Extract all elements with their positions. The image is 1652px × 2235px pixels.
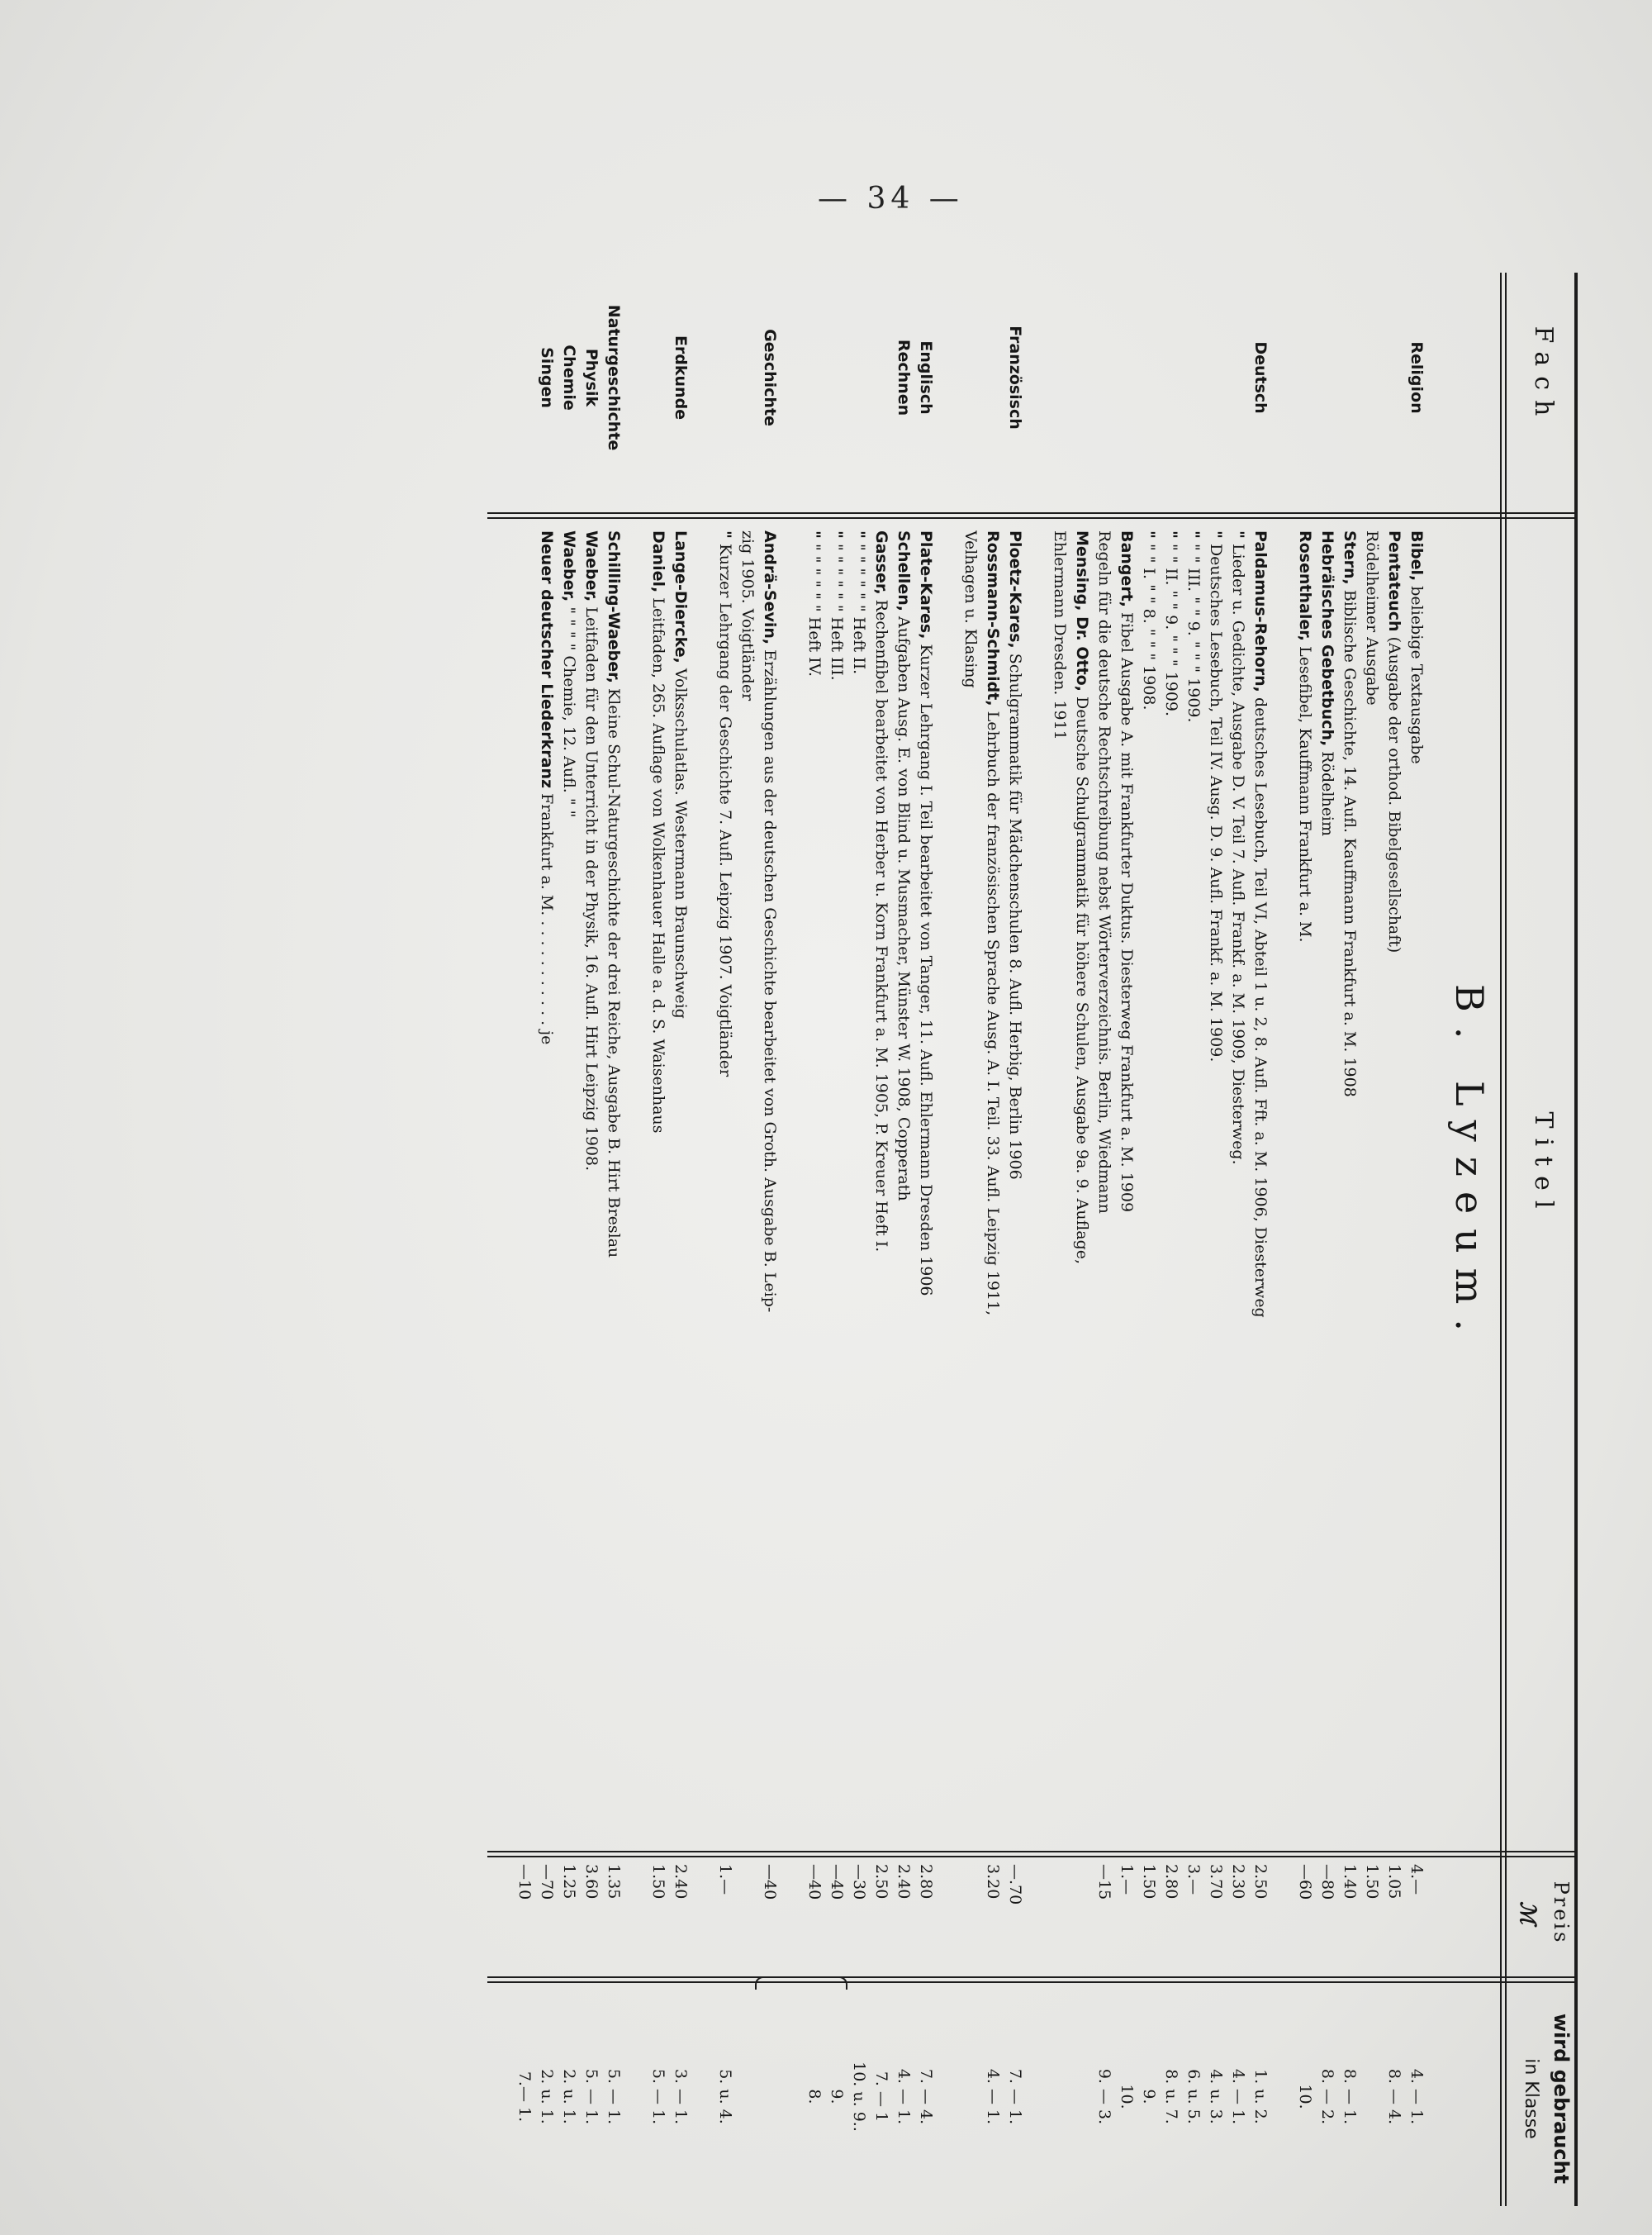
fach-cell [1204, 274, 1227, 481]
table-row [1294, 273, 1316, 2206]
author: Schellen, [895, 530, 913, 612]
title-text: zig 1905. Voigtländer [738, 530, 757, 701]
title-text: Leitfaden für den Unterricht in der Physik, 16. Aufl. Hirt Leipzig 1908. [582, 602, 601, 1172]
fach-cell [1048, 274, 1070, 481]
preis-cell: 1.50 [1140, 1864, 1158, 1900]
author: " [1162, 530, 1180, 539]
titel-cell [513, 530, 535, 1844]
title-text: " " " " " " Heft III. [828, 538, 846, 681]
table-row [1160, 273, 1182, 2206]
klasse-cell: 4. u. 3. [1207, 2069, 1225, 2124]
fach-cell: Naturgeschichte [605, 304, 623, 451]
table-row [669, 273, 691, 2206]
title-text: Ehlermann Dresden. 1911 [1051, 530, 1069, 740]
klasse-cell: 7. — 4. [917, 2068, 935, 2125]
klasse-cell: 2. u. 1. [560, 2069, 578, 2124]
titel-cell [1048, 530, 1070, 1844]
preis-cell: —60 [1296, 1864, 1314, 1900]
fach-cell [1182, 274, 1204, 481]
klasse-cell: 5. — 1. [649, 2068, 667, 2125]
title-text: Frankfurt a. M. . . . . . . . . . . . je [538, 788, 556, 1045]
preis-cell: —40 [805, 1864, 824, 1900]
table-row [1227, 273, 1249, 2206]
preis-cell: 3.— [1184, 1864, 1203, 1895]
klasse-cell [736, 1991, 758, 2202]
titel-cell [1360, 530, 1383, 1844]
row-group-gap [691, 273, 714, 2206]
table-row [981, 273, 1004, 2206]
preis-cell [959, 1859, 981, 1962]
klasse-cell [758, 1991, 781, 2202]
fach-cell [870, 274, 892, 481]
title-text: Kleine Schul-Naturgeschichte der drei Reiche, Ausgabe B. Hirt Breslau [605, 682, 623, 1258]
author: Hebräisches Gebetbuch, [1318, 530, 1336, 747]
preis-cell: 3.20 [984, 1864, 1002, 1900]
page-number: — 34 — [818, 182, 964, 216]
titel-cell [602, 530, 624, 1844]
preis-cell: 2.40 [895, 1864, 913, 1900]
table-row [847, 273, 870, 2206]
preis-cell: 2.40 [672, 1864, 690, 1900]
preis-cell: 2.80 [1162, 1864, 1180, 1900]
titel-cell [1405, 530, 1427, 1844]
table-row [558, 273, 580, 2206]
author: Pentateuch [1385, 530, 1403, 632]
titel-cell [914, 530, 937, 1844]
titel-cell [558, 530, 580, 1844]
author: Schilling-Waeber, [605, 530, 623, 683]
klasse-cell: 9. [1140, 2089, 1158, 2104]
klasse-cell: 7. — 1. [1006, 2068, 1024, 2125]
title-text: Kurzer Lehrgang der Geschichte 7. Aufl. Leipzig 1907. Voigtländer [716, 538, 734, 1077]
titel-cell [892, 530, 914, 1844]
titel-cell [647, 530, 669, 1844]
title-text: (Ausgabe der orthod. Bibelgesellschaft) [1385, 631, 1403, 953]
preis-cell: —70 [538, 1864, 556, 1900]
preis-cell: 1.— [716, 1864, 734, 1895]
fach-cell: Englisch [917, 340, 935, 415]
titel-cell [1070, 530, 1093, 1844]
klasse-cell [1070, 1991, 1093, 2202]
fach-cell [714, 274, 736, 481]
author: Rosenthaler, [1296, 530, 1314, 642]
table-row [580, 273, 602, 2206]
table-row [1115, 273, 1137, 2206]
header-preis-unit: ℳ [1515, 1901, 1540, 1924]
header-klasse-line1: wird gebraucht [1550, 2013, 1573, 2185]
klasse-cell: 8. u. 7. [1162, 2069, 1180, 2124]
row-group-gap [624, 273, 647, 2206]
table-row [535, 273, 558, 2206]
header-rule [1505, 273, 1507, 2206]
titel-cell [1383, 530, 1405, 1844]
klasse-cell: 10. [1118, 2084, 1136, 2109]
fach-cell: Singen [538, 347, 556, 408]
fach-cell [1115, 274, 1137, 481]
title-text: Biblische Geschichte, 14. Aufl. Kauffmann Frankfurt a. M. 1908 [1341, 584, 1359, 1097]
fach-cell [959, 274, 981, 481]
titel-cell [870, 530, 892, 1844]
preis-cell: 2.50 [872, 1864, 890, 1900]
preis-cell: 2.50 [1251, 1864, 1270, 1900]
klasse-cell [1048, 1991, 1070, 2202]
fach-cell: Deutsch [1251, 341, 1270, 414]
preis-cell: 1.50 [649, 1864, 667, 1900]
title-text: " " " " Chemie, 12. Aufl. " " [560, 602, 578, 818]
author: Plate-Kares, [917, 530, 935, 640]
header-fach: Fach [1529, 326, 1558, 426]
titel-cell [736, 530, 758, 1844]
author: Andrä-Sevin, [761, 530, 779, 645]
klasse-cell: 4. — 1. [895, 2068, 913, 2125]
fach-cell [981, 274, 1004, 481]
preis-cell: 1.— [1118, 1864, 1136, 1895]
preis-cell: 2.80 [917, 1864, 935, 1900]
title-text: Schulgrammatik für Mädchenschulen 8. Aufl. Herbig, Berlin 1906 [1006, 648, 1024, 1180]
klasse-cell: 10. [1296, 2084, 1314, 2109]
author: " [1207, 530, 1225, 539]
klasse-cell: 10. u. 9.. [850, 2061, 868, 2132]
table-row [1405, 273, 1427, 2206]
preis-cell: —40 [828, 1864, 846, 1900]
table-row [1249, 273, 1271, 2206]
table-row [1048, 273, 1070, 2206]
preis-cell [1048, 1859, 1070, 1962]
preis-cell: —40 [761, 1864, 779, 1900]
author: Stern, [1341, 530, 1359, 585]
klasse-cell: 8. [805, 2089, 824, 2104]
header-preis: Preis [1550, 1881, 1573, 1945]
fach-cell: Geschichte [761, 329, 779, 426]
preis-cell: 3.70 [1207, 1864, 1225, 1900]
table-row [1004, 273, 1026, 2206]
title-text: Volksschulatlas. Westermann Braunschweig [672, 663, 690, 1019]
preis-cell: 1.40 [1341, 1864, 1359, 1900]
table-row [736, 273, 758, 2206]
title-text: " " III. " " 9. " " " 1909. [1184, 538, 1203, 723]
title-text: " " I. " " 8. " " " 1908. [1140, 538, 1158, 711]
table-row [892, 273, 914, 2206]
titel-cell [714, 530, 736, 1844]
table-row [914, 273, 937, 2206]
preis-cell: 1.25 [560, 1864, 578, 1900]
row-group-gap [1271, 273, 1294, 2206]
fach-cell [1093, 274, 1115, 481]
titel-cell [1316, 530, 1338, 1844]
header-rule-double [1500, 273, 1502, 2206]
author: Neuer deutscher Liederkranz [538, 530, 556, 789]
title-text: " " " " " " Heft II. [850, 538, 868, 675]
author: " [850, 530, 868, 539]
preis-cell: —.70 [1006, 1864, 1024, 1905]
title-text: Deutsches Lesebuch, Teil IV. Ausg. D. 9. Aufl. Frankf. a. M. 1909. [1207, 538, 1225, 1063]
table-row [714, 273, 736, 2206]
author: Mensing, Dr. Otto, [1073, 530, 1091, 692]
titel-cell [959, 530, 981, 1844]
fach-cell [1070, 274, 1093, 481]
fach-cell [513, 274, 535, 481]
table-row [1383, 273, 1405, 2206]
titel-cell [825, 530, 847, 1844]
klasse-cell: 5. — 1. [582, 2068, 601, 2125]
fach-cell [1383, 274, 1405, 481]
titel-cell [847, 530, 870, 1844]
title-text: " " " " " " Heft IV. [805, 538, 824, 678]
fach-cell [736, 274, 758, 481]
row-group-gap [781, 273, 803, 2206]
table-body [513, 273, 1427, 2206]
table-row [1070, 273, 1093, 2206]
header-titel: Titel [1529, 1111, 1558, 1219]
fach-cell [1294, 274, 1316, 481]
titel-cell [981, 530, 1004, 1844]
title-text: Lesefibel, Kauffmann Frankfurt a. M. [1296, 641, 1314, 943]
section-title: B. Lyzeum. [1447, 983, 1492, 1347]
author: Bibel, [1408, 530, 1426, 582]
title-text: Deutsche Schulgrammatik für höhere Schulen, Ausgabe 9a. 9. Auflage, [1073, 691, 1091, 1265]
title-text: Erzählungen aus der deutschen Geschichte bearbeitet von Groth. Ausgabe B. Leip- [761, 644, 779, 1313]
author: Waeber, [582, 530, 601, 602]
title-text: beliebige Textausgabe [1408, 581, 1426, 764]
fach-cell [647, 274, 669, 481]
table-row [1204, 273, 1227, 2206]
title-text: deutsches Lesebuch, Teil VI, Abteil 1 u. 2, 8. Aufl. Fft. a. M. 1906, Diesterweg [1251, 692, 1270, 1318]
fach-cell: Religion [1408, 341, 1426, 414]
preis-cell: —10 [515, 1864, 534, 1900]
preis-cell [736, 1859, 758, 1962]
titel-cell [535, 530, 558, 1844]
klasse-cell: 9. — 3. [1095, 2068, 1113, 2125]
klasse-cell: 8. — 2. [1318, 2068, 1336, 2125]
fach-cell [1227, 274, 1249, 481]
fach-cell [825, 274, 847, 481]
title-text: Lieder u. Gedichte, Ausgabe D. V. Teil 7. Aufl. Frankf. a. M. 1909, Diesterweg. [1229, 538, 1247, 1165]
table-row [602, 273, 624, 2206]
author: Bangert, [1118, 530, 1136, 607]
titel-cell [1204, 530, 1227, 1844]
klasse-cell: 3. — 1. [672, 2068, 690, 2125]
fach-cell: Chemie [560, 345, 578, 411]
title-text: Rechenfibel bearbeitet von Herber u. Korn Frankfurt a. M. 1905, P. Kreuer Heft I. [872, 594, 890, 1253]
preis-cell: —80 [1318, 1864, 1336, 1900]
titel-cell [758, 530, 781, 1844]
titel-cell [1249, 530, 1271, 1844]
klasse-cell: 8. — 1. [1341, 2068, 1359, 2125]
author: " [1140, 530, 1158, 539]
table-row [513, 273, 535, 2206]
author: " [828, 530, 846, 539]
klasse-cell: 7.— 1. [515, 2071, 534, 2123]
author: Waeber, [560, 530, 578, 602]
title-text: Leitfaden, 265. Auflage von Wolkenhauer Halle a. d. S. Waisenhaus [649, 592, 667, 1134]
fach-cell [847, 274, 870, 481]
titel-cell [1160, 530, 1182, 1844]
title-text: Aufgaben Ausg. E. von Blind u. Musmacher, Münster W. 1908, Copperath [895, 611, 913, 1201]
table-row [1360, 273, 1383, 2206]
klasse-cell: 8. — 4. [1385, 2068, 1403, 2125]
row-group-gap [937, 273, 959, 2206]
fach-cell [1360, 274, 1383, 481]
table-row [1338, 273, 1360, 2206]
table-row [758, 273, 781, 2206]
klasse-cell: 9. [828, 2089, 846, 2104]
preis-cell: 1.50 [1363, 1864, 1381, 1900]
table-row [1093, 273, 1115, 2206]
author: " [1229, 530, 1247, 539]
fach-cell: Physik [582, 348, 601, 407]
title-text: " " II. " " 9. " " " 1909. [1162, 538, 1180, 717]
titel-cell [1093, 530, 1115, 1844]
klasse-cell: 5. u. 4. [716, 2069, 734, 2124]
title-text: Kurzer Lehrgang I. Teil bearbeitet von Tanger, 11. Aufl. Ehlermann Dresden 1906 [917, 639, 935, 1296]
klasse-cell [959, 1991, 981, 2202]
preis-cell [1070, 1859, 1093, 1962]
table-row [803, 273, 825, 2206]
klasse-cell: 2. u. 1. [538, 2069, 556, 2124]
title-text: Lehrbuch der französischen Sprache Ausg. A. I. Teil. 33. Aufl. Leipzig 1911, [984, 706, 1002, 1316]
preis-cell: —15 [1095, 1864, 1113, 1900]
table-row [870, 273, 892, 2206]
table-row [959, 273, 981, 2206]
preis-cell: —30 [850, 1864, 868, 1900]
klasse-cell: 5. — 1. [605, 2068, 623, 2125]
preis-cell: 2.30 [1229, 1864, 1247, 1900]
titel-cell [1115, 530, 1137, 1844]
title-text: Fibel Ausgabe A. mit Frankfurter Duktus. Diesterweg Frankfurt a. M. 1909 [1118, 607, 1136, 1213]
klasse-cell: 4. — 1. [984, 2068, 1002, 2125]
klasse-cell [1360, 1991, 1383, 2202]
table-row [1182, 273, 1204, 2206]
klasse-cell: 6. u. 5. [1184, 2069, 1203, 2124]
preis-cell: 1.35 [605, 1864, 623, 1900]
author: Lange-Diercke, [672, 530, 690, 663]
titel-cell [1227, 530, 1249, 1844]
title-text: Rödelheimer Ausgabe [1363, 530, 1381, 706]
titel-cell [1294, 530, 1316, 1844]
title-text: Regeln für die deutsche Rechtschreibung nebst Wörterverzeichnis. Berlin, Wiedmann [1095, 530, 1113, 1214]
top-rule [1574, 273, 1578, 2206]
fach-cell [1316, 274, 1338, 481]
preis-cell: 3.60 [582, 1864, 601, 1900]
titel-cell [1338, 530, 1360, 1844]
preis-cell: 1.05 [1385, 1864, 1403, 1900]
heft-group-brace [755, 1976, 847, 1990]
klasse-cell: 1. u. 2. [1251, 2069, 1270, 2124]
titel-cell [669, 530, 691, 1844]
author: Ploetz-Kares, [1006, 530, 1024, 649]
fach-cell: Französisch [1006, 326, 1024, 430]
row-group-gap [1026, 273, 1048, 2206]
titel-cell [580, 530, 602, 1844]
title-text: Velhagen u. Klasing [961, 530, 980, 688]
author: Paldamus-Rehorn, [1251, 530, 1270, 692]
table-row [647, 273, 669, 2206]
author: Daniel, [649, 530, 667, 593]
klasse-cell: 4. — 1. [1408, 2068, 1426, 2125]
author: Rossmann-Schmidt, [984, 530, 1002, 706]
titel-cell [1004, 530, 1026, 1844]
titel-cell [803, 530, 825, 1844]
table-row [825, 273, 847, 2206]
header-klasse-line2: in Klasse [1521, 2058, 1541, 2139]
table-row [1316, 273, 1338, 2206]
titel-cell [1137, 530, 1160, 1844]
klasse-cell: 4. — 1. [1229, 2068, 1247, 2125]
author: " [805, 530, 824, 539]
fach-cell: Erdkunde [672, 335, 690, 421]
author: " [1184, 530, 1203, 539]
table-row [1137, 273, 1160, 2206]
author: Gasser, [872, 530, 890, 595]
fach-cell [803, 274, 825, 481]
klasse-cell: 7. — 1 [872, 2071, 890, 2123]
preis-cell: 4.— [1408, 1864, 1426, 1895]
title-text: Rödelheim [1318, 746, 1336, 837]
fach-cell [1137, 274, 1160, 481]
titel-cell [1182, 530, 1204, 1844]
fach-cell [1338, 274, 1360, 481]
rotated-table [487, 273, 1578, 2206]
author: " [716, 530, 734, 539]
fach-cell: Rechnen [895, 339, 913, 416]
fach-cell [1160, 274, 1182, 481]
